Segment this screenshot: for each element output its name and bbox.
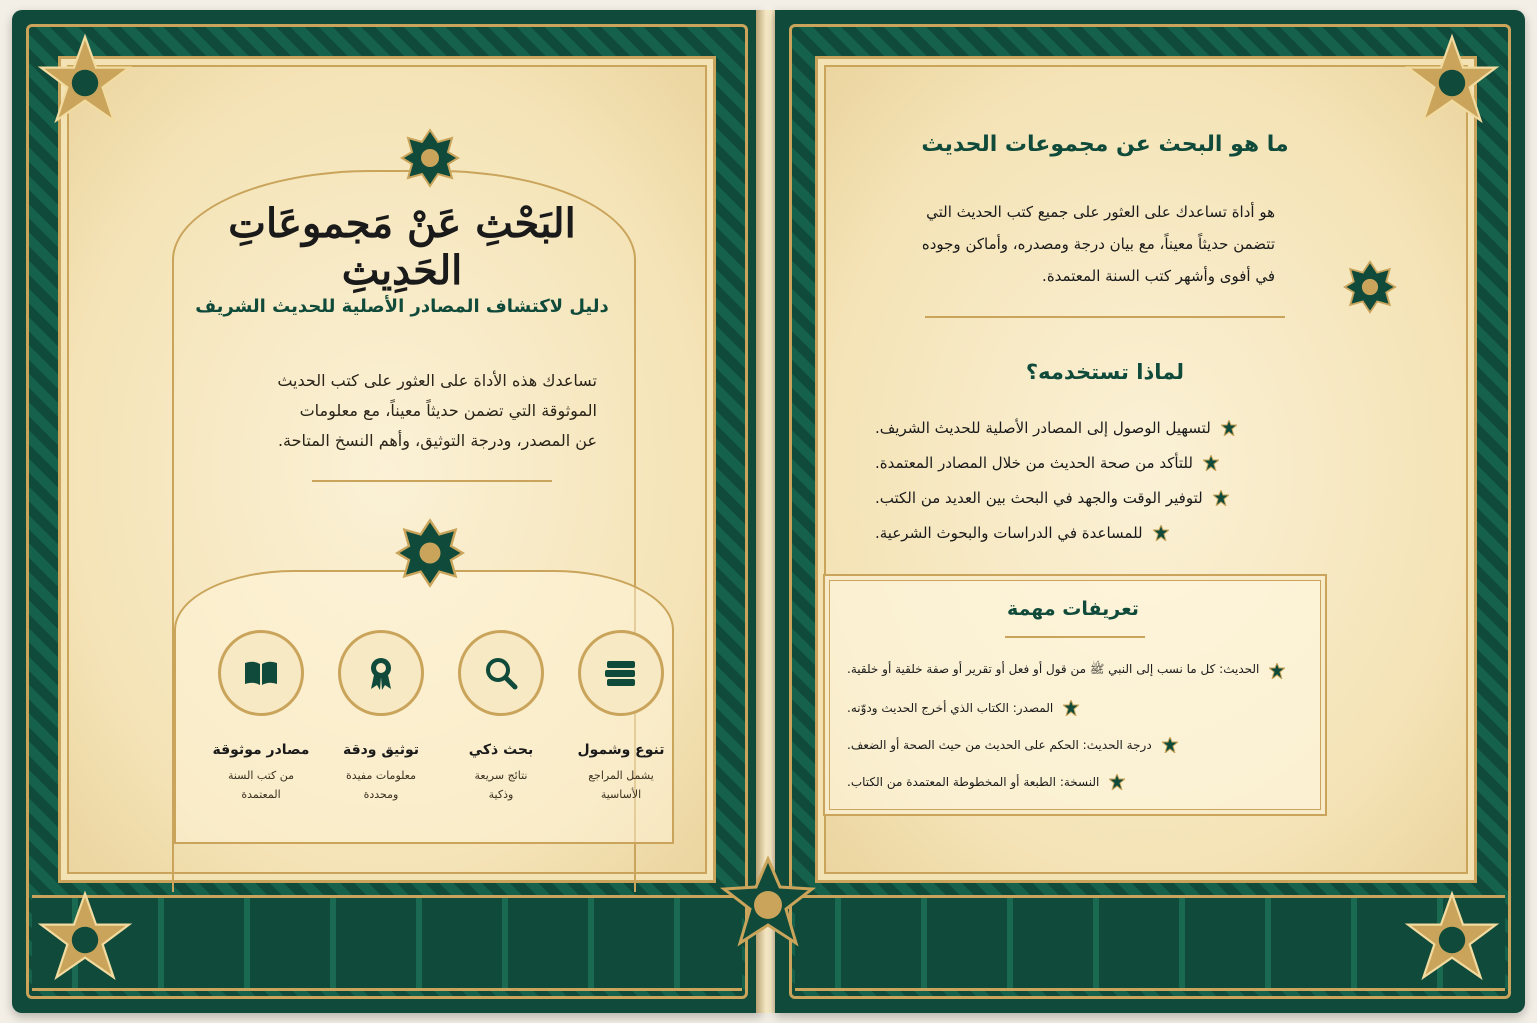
divider	[925, 316, 1285, 318]
star-bullet-icon	[1162, 737, 1178, 753]
what-text	[880, 196, 1275, 292]
open-book-icon	[218, 630, 304, 716]
what-line: هو أداة تساعدك على العثور على جميع كتب الحديث التي	[926, 203, 1275, 221]
definitions-list	[847, 652, 1307, 800]
feature-desc-line: من كتب السنة	[227, 769, 295, 782]
why-item-text: للتأكد من صحة الحديث من خلال المصادر المعتمدة.	[875, 453, 1193, 472]
list-item	[875, 410, 1265, 445]
definition-text: النسخة: الطبعة أو المخطوطة المعتمدة من الكتاب.	[847, 774, 1100, 789]
star-bullet-icon	[1203, 455, 1219, 471]
award-ribbon-icon	[338, 630, 424, 716]
why-item-text: لتسهيل الوصول إلى المصادر الأصلية للحديث الشريف.	[875, 418, 1211, 437]
why-item-text: لتوفير الوقت والجهد في البحث بين العديد من الكتب.	[875, 488, 1203, 507]
feature-desc-line: ومحددة	[363, 788, 399, 801]
list-item	[847, 763, 1307, 800]
star-bullet-icon	[1269, 663, 1285, 679]
intro-text	[252, 366, 597, 456]
what-line: في أفوى وأشهر كتب السنة المعتمدة.	[1042, 267, 1275, 285]
why-item-text: للمساعدة في الدراسات والبحوث الشرعية.	[875, 523, 1143, 542]
intro-line: عن المصدر، ودرجة التوثيق، وأهم النسخ المتاحة.	[277, 431, 597, 450]
list-item	[847, 689, 1307, 726]
definition-text: الحديث: كل ما نسب إلى النبي ﷺ من قول أو فعل أو تقرير أو صفة خلقية أو خلقية.	[847, 662, 1260, 676]
intro-line: الموثوقة التي تضمن حديثاً معيناً، مع معلومات	[299, 401, 597, 420]
divider	[1005, 636, 1145, 638]
feature-desc-line: الأساسية	[600, 788, 642, 801]
definition-text: المصدر: الكتاب الذي أخرج الحديث ودوّنه.	[847, 700, 1054, 715]
what-title: ما هو البحث عن مجموعات الحديث	[921, 132, 1289, 157]
feature-desc-line: المعتمدة	[241, 788, 281, 801]
books-stack-icon	[578, 630, 664, 716]
definitions-title: تعريفات مهمة	[1007, 598, 1139, 620]
star-bullet-icon	[1153, 525, 1169, 541]
open-book	[12, 10, 1525, 1013]
medallion-icon	[395, 518, 465, 588]
list-item	[847, 726, 1307, 763]
star-ornament-icon	[30, 885, 140, 995]
star-ornament-icon	[1397, 885, 1507, 995]
definition-text: درجة الحديث: الحكم على الحديث من حيث الصحة أو الضعف.	[847, 737, 1152, 752]
feature-desc-line: يشمل المراجع	[588, 769, 654, 782]
star-ornament-icon	[1397, 28, 1507, 138]
star-bullet-icon	[1063, 700, 1079, 716]
feature-desc-line: نتائج سريعة	[474, 769, 528, 782]
feature-desc	[202, 766, 320, 804]
feature-accuracy	[322, 630, 440, 804]
divider	[312, 480, 552, 482]
feature-title: بحث ذكي	[468, 742, 534, 758]
feature-title: مصادر موثوقة	[212, 742, 310, 758]
what-line: تتضمن حديثاً معيناً، مع بيان درجة ومصدره، وأماكن وجوده	[921, 235, 1275, 253]
list-item	[875, 515, 1265, 550]
list-item	[875, 480, 1265, 515]
left-page	[12, 10, 762, 1013]
feature-smart-search	[442, 630, 560, 804]
spine-star-ornament-icon	[718, 855, 818, 955]
feature-title: تنوع وشمول	[577, 742, 665, 758]
hanging-medallion-icon	[1343, 260, 1397, 314]
list-item	[847, 652, 1307, 689]
feature-desc-line: وذكية	[488, 788, 514, 801]
feature-title: توثيق ودقة	[342, 742, 420, 758]
star-ornament-icon	[30, 28, 140, 138]
list-item	[875, 445, 1265, 480]
feature-desc	[322, 766, 440, 804]
feature-trusted-sources	[202, 630, 320, 804]
page-title: البَحْثِ عَنْ مَجموعَاتِ الحَدِيثِ	[228, 200, 576, 294]
star-bullet-icon	[1109, 774, 1125, 790]
magnifier-icon	[458, 630, 544, 716]
page-subtitle: دليل لاكتشاف المصادر الأصلية للحديث الشريف	[195, 296, 609, 317]
why-title: لماذا تستخدمه؟	[1025, 360, 1185, 384]
feature-desc-line: معلومات مفيدة	[346, 769, 416, 782]
star-bullet-icon	[1221, 420, 1237, 436]
feature-desc	[442, 766, 560, 804]
star-bullet-icon	[1213, 490, 1229, 506]
feature-variety	[562, 630, 680, 804]
feature-desc	[562, 766, 680, 804]
right-page	[775, 10, 1525, 1013]
why-list	[875, 410, 1265, 550]
medallion-icon	[400, 128, 460, 188]
intro-line: تساعدك هذه الأداة على العثور على كتب الحديث	[277, 371, 597, 390]
